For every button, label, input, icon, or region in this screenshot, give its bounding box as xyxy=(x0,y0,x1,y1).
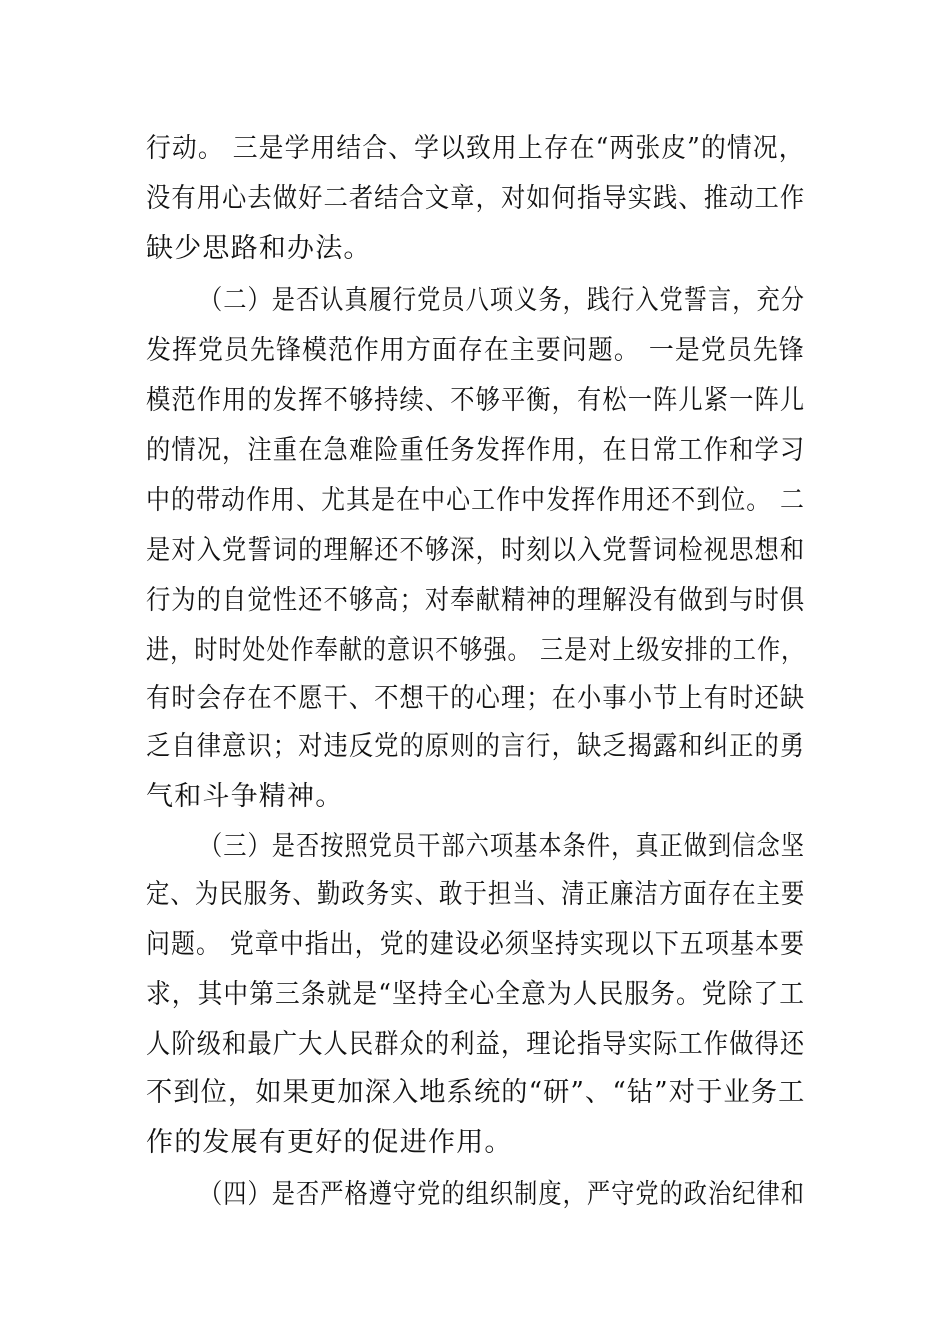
body-text-line: 乏自律意识；对违反党的原则的言行，缺乏揭露和纠正的勇 xyxy=(146,731,806,762)
body-text-line: 行为的自觉性还不够高；对奉献精神的理解没有做到与时俱 xyxy=(146,585,806,616)
body-text-line: 作的发展有更好的促进作用。 xyxy=(146,1127,513,1158)
body-text-line: 模范作用的发挥不够持续、不够平衡，有松一阵儿紧一阵儿 xyxy=(146,385,806,416)
body-text-line: 问题。 党章中指出，党的建设必须坚持实现以下五项基本要 xyxy=(146,929,805,960)
body-text-line: 发挥党员先锋模范作用方面存在主要问题。 一是党员先锋 xyxy=(146,335,805,366)
body-text-line: 没有用心去做好二者结合文章，对如何指导实践、推动工作 xyxy=(146,183,806,214)
body-text-line: 是对入党誓词的理解还不够深，时刻以入党誓词检视思想和 xyxy=(146,535,806,566)
body-text-line: 定、为民服务、勤政务实、敢于担当、清正廉洁方面存在主要 xyxy=(146,879,806,910)
body-text-line: 有时会存在不愿干、不想干的心理；在小事小节上有时还缺 xyxy=(146,683,806,714)
body-text-line: 中的带动作用、尤其是在中心工作中发挥作用还不到位。 二 xyxy=(146,485,805,516)
section-heading-4: （四）是否严格遵守党的组织制度，严守党的政治纪律和 xyxy=(199,1179,805,1210)
section-heading-3: （三）是否按照党员干部六项基本条件，真正做到信念坚 xyxy=(199,831,805,862)
body-text-line: 人阶级和最广大人民群众的利益，理论指导实际工作做得还 xyxy=(146,1029,806,1060)
body-text-line: 气和斗争精神。 xyxy=(146,781,344,812)
section-heading-2: （二）是否认真履行党员八项义务，践行入党誓言，充分 xyxy=(199,285,805,316)
body-text-line: 缺少思路和办法。 xyxy=(146,233,372,264)
body-text-line: 的情况，注重在急难险重任务发挥作用，在日常工作和学习 xyxy=(146,435,806,466)
body-text-line: 不到位，如果更加深入地系统的“研”、“钻”对于业务工 xyxy=(146,1077,806,1108)
body-text-line: 行动。 三是学用结合、学以致用上存在“两张皮”的情况， xyxy=(146,133,805,164)
body-text-line: 求，其中第三条就是“坚持全心全意为人民服务。党除了工 xyxy=(146,979,806,1010)
body-text-line: 进，时时处处作奉献的意识不够强。 三是对上级安排的工作， xyxy=(146,635,806,666)
